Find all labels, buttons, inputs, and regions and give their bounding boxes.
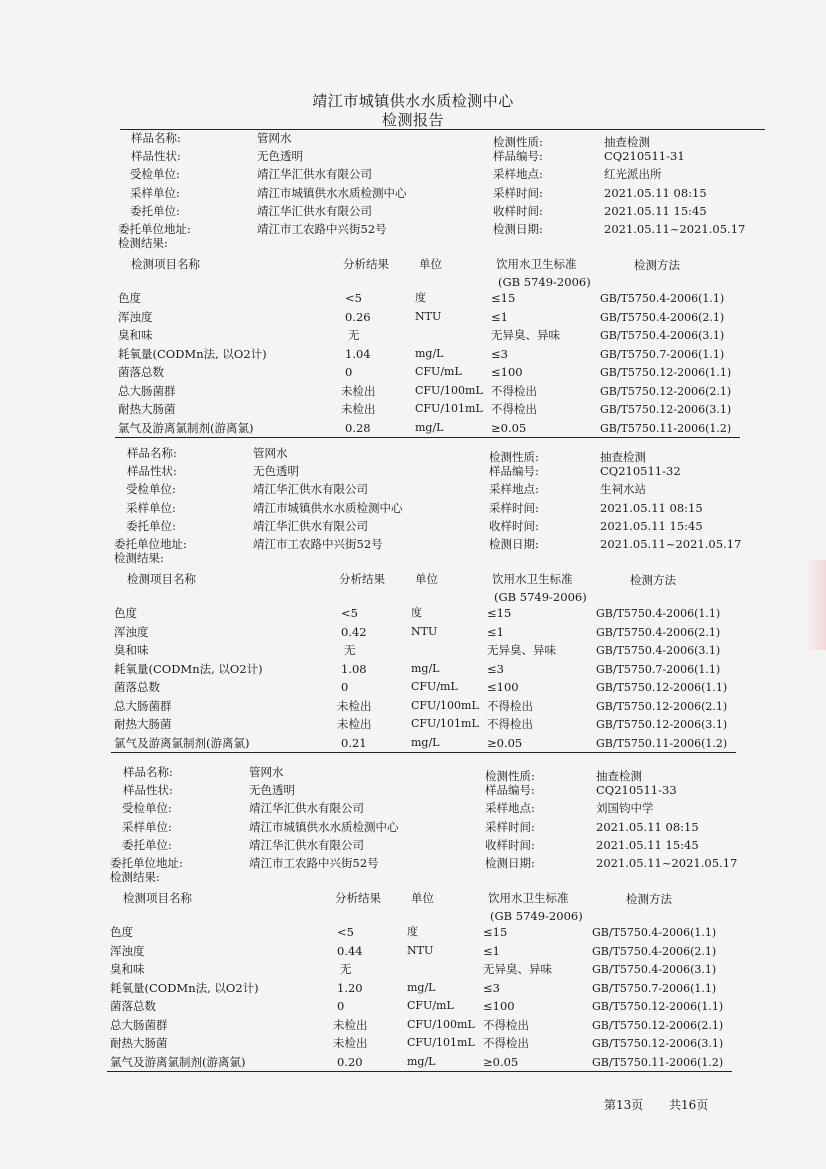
result-standard: 不得检出 xyxy=(491,383,537,398)
result-item-name: 菌落总数 xyxy=(114,680,160,694)
result-standard: 无异臭、异味 xyxy=(483,962,552,976)
field-label: 委托单位: xyxy=(126,518,176,533)
result-unit: NTU xyxy=(411,624,438,638)
column-header-result: 分析结果 xyxy=(339,572,385,586)
field-value: 2021.05.11 15:45 xyxy=(596,837,699,852)
field-label: 受检单位: xyxy=(122,801,172,816)
field-label: 采样单位: xyxy=(126,500,176,515)
result-unit: NTU xyxy=(415,309,442,323)
result-standard: 不得检出 xyxy=(487,717,533,731)
result-item-name: 耐热大肠菌 xyxy=(114,717,172,731)
result-standard: ≤3 xyxy=(487,661,504,676)
result-method: GB/T5750.12-2006(3.1) xyxy=(600,403,732,416)
result-standard: ≤1 xyxy=(483,943,500,958)
field-value: 靖江市城镇供水水质检测中心 xyxy=(249,819,399,834)
result-value: <5 xyxy=(337,925,354,939)
seal-fragment xyxy=(806,560,826,650)
result-unit: CFU/101mL xyxy=(411,717,479,730)
result-standard: ≤100 xyxy=(483,999,515,1013)
field-label: 采样时间: xyxy=(485,819,535,834)
field-label: 样品名称: xyxy=(131,131,181,145)
result-method: GB/T5750.12-2006(2.1) xyxy=(596,699,728,713)
result-unit: mg/L xyxy=(407,980,436,994)
result-standard: 无异臭、异味 xyxy=(491,328,560,342)
result-item-name: 浑浊度 xyxy=(114,624,149,639)
result-unit: mg/L xyxy=(411,735,440,749)
field-value: CQ210511-32 xyxy=(600,464,681,479)
field-value: 2021.05.11 08:15 xyxy=(596,819,699,834)
field-label: 采样地点: xyxy=(489,482,539,497)
section-divider xyxy=(115,437,740,438)
column-header-item: 检测项目名称 xyxy=(127,572,196,586)
result-standard: 不得检出 xyxy=(483,1036,529,1050)
result-standard: ≤3 xyxy=(491,346,508,361)
field-value: 刘国钧中学 xyxy=(596,801,654,816)
result-unit: CFU/101mL xyxy=(415,402,483,415)
field-value: 靖江华汇供水有限公司 xyxy=(253,518,368,533)
result-item-name: 耐热大肠菌 xyxy=(118,402,176,416)
field-value: 靖江华汇供水有限公司 xyxy=(249,801,364,816)
column-header-standard: 饮用水卫生标准 xyxy=(496,257,577,271)
result-item-name: 浑浊度 xyxy=(118,309,153,324)
section-divider xyxy=(111,752,736,753)
result-value: 未检出 xyxy=(337,717,372,731)
result-value: 0 xyxy=(337,999,345,1013)
result-item-name: 菌落总数 xyxy=(110,999,156,1013)
result-unit: CFU/100mL xyxy=(411,698,479,712)
result-item-name: 耐热大肠菌 xyxy=(110,1036,168,1050)
section-divider xyxy=(107,1071,732,1072)
column-header-method: 检测方法 xyxy=(626,892,672,906)
result-standard: ≤15 xyxy=(491,291,516,305)
result-value: 未检出 xyxy=(333,1036,368,1050)
result-value: 未检出 xyxy=(337,698,372,713)
result-standard: ≤15 xyxy=(487,606,512,620)
result-standard: ≥0.05 xyxy=(483,1054,519,1069)
column-header-standard: 饮用水卫生标准 xyxy=(492,572,573,586)
field-label: 样品性状: xyxy=(131,149,181,164)
field-value: 2021.05.11 15:45 xyxy=(604,203,707,218)
result-value: <5 xyxy=(341,606,358,620)
field-value: 红光派出所 xyxy=(604,167,662,182)
result-standard: ≤1 xyxy=(487,624,504,639)
field-value: 2021.05.11~2021.05.17 xyxy=(604,222,746,236)
result-method: GB/T5750.4-2006(3.1) xyxy=(596,644,721,657)
column-header-result: 分析结果 xyxy=(343,257,389,271)
field-label: 检测日期: xyxy=(489,537,539,551)
field-label: 检测日期: xyxy=(485,856,535,870)
column-header-unit: 单位 xyxy=(415,572,438,586)
result-method: GB/T5750.4-2006(1.1) xyxy=(600,292,725,305)
field-label: 样品性状: xyxy=(127,464,177,479)
title-rule xyxy=(120,129,765,130)
column-header-unit: 单位 xyxy=(419,257,442,271)
field-value: 无色透明 xyxy=(257,149,303,164)
field-label: 样品名称: xyxy=(123,765,173,779)
field-label: 样品编号: xyxy=(489,464,539,479)
field-value: 靖江华汇供水有限公司 xyxy=(253,482,368,497)
field-label: 收样时间: xyxy=(493,203,543,218)
result-item-name: 氯气及游离氯制剂(游离氯) xyxy=(118,420,254,435)
result-value: 0.28 xyxy=(345,420,371,435)
result-unit: mg/L xyxy=(415,420,444,434)
field-value: 2021.05.11 15:45 xyxy=(600,518,703,533)
field-label: 受检单位: xyxy=(126,482,176,497)
field-value: 无色透明 xyxy=(249,783,295,798)
result-value: 未检出 xyxy=(341,383,376,398)
field-label: 样品编号: xyxy=(485,783,535,798)
result-value: 0.44 xyxy=(337,943,363,958)
field-value: 靖江华汇供水有限公司 xyxy=(257,167,372,182)
result-item-name: 总大肠菌群 xyxy=(114,698,172,713)
field-label: 委托单位: xyxy=(130,203,180,218)
field-label: 样品名称: xyxy=(127,446,177,460)
result-method: GB/T5750.11-2006(1.2) xyxy=(592,1055,724,1069)
result-item-name: 臭和味 xyxy=(114,643,149,657)
result-standard: ≤3 xyxy=(483,980,500,995)
result-unit: CFU/mL xyxy=(407,999,454,1012)
field-value: 管网水 xyxy=(249,765,284,779)
sample-section xyxy=(0,765,818,1075)
result-item-name: 总大肠菌群 xyxy=(110,1017,168,1032)
sample-section xyxy=(0,446,822,756)
field-label: 检测性质: xyxy=(493,135,543,149)
result-method: GB/T5750.11-2006(1.2) xyxy=(596,736,728,750)
column-header-standard-code: (GB 5749-2006) xyxy=(498,275,591,289)
field-value: 生祠水站 xyxy=(600,482,646,497)
field-label: 检测性质: xyxy=(485,769,535,783)
field-label: 样品性状: xyxy=(123,783,173,798)
result-method: GB/T5750.7-2006(1.1) xyxy=(596,662,721,676)
result-method: GB/T5750.4-2006(1.1) xyxy=(592,926,717,939)
field-label: 采样单位: xyxy=(122,819,172,834)
field-value: 靖江市工农路中兴街52号 xyxy=(257,222,387,236)
field-value: CQ210511-31 xyxy=(604,149,685,164)
result-value: 0 xyxy=(345,365,353,379)
column-header-standard: 饮用水卫生标准 xyxy=(488,891,569,905)
result-standard: ≤100 xyxy=(491,365,523,379)
field-label: 采样地点: xyxy=(485,801,535,816)
result-standard: ≥0.05 xyxy=(491,420,527,435)
field-value: 抽查检测 xyxy=(600,450,646,464)
result-item-name: 臭和味 xyxy=(118,328,153,342)
result-unit: CFU/100mL xyxy=(407,1017,475,1031)
result-method: GB/T5750.12-2006(1.1) xyxy=(596,681,728,694)
field-value: 2021.05.11 08:15 xyxy=(604,185,707,200)
results-label: 检测结果: xyxy=(114,551,164,565)
report-subtitle: 检测报告 xyxy=(381,111,444,129)
result-unit: mg/L xyxy=(415,346,444,360)
field-label: 委托单位地址: xyxy=(110,856,183,870)
results-label: 检测结果: xyxy=(118,236,168,250)
field-value: CQ210511-33 xyxy=(596,783,677,798)
result-value: 无 xyxy=(340,962,352,976)
result-unit: CFU/100mL xyxy=(415,383,483,397)
result-item-name: 氯气及游离氯制剂(游离氯) xyxy=(114,735,250,750)
sample-section xyxy=(0,131,826,441)
result-item-name: 浑浊度 xyxy=(110,943,145,958)
result-item-name: 耗氧量(CODMn法, 以O2计) xyxy=(110,980,259,995)
result-item-name: 总大肠菌群 xyxy=(118,383,176,398)
result-method: GB/T5750.7-2006(1.1) xyxy=(600,347,725,361)
column-header-method: 检测方法 xyxy=(630,573,676,587)
result-standard: ≤1 xyxy=(491,309,508,324)
result-item-name: 菌落总数 xyxy=(118,365,164,379)
result-item-name: 氯气及游离氯制剂(游离氯) xyxy=(110,1054,246,1069)
result-value: 0.21 xyxy=(341,735,367,750)
result-unit: CFU/mL xyxy=(415,365,462,378)
field-label: 收样时间: xyxy=(489,518,539,533)
field-value: 抽查检测 xyxy=(604,135,650,149)
result-method: GB/T5750.12-2006(1.1) xyxy=(600,366,732,379)
field-value: 靖江华汇供水有限公司 xyxy=(249,837,364,852)
result-standard: 不得检出 xyxy=(491,402,537,416)
result-value: <5 xyxy=(345,291,362,305)
result-value: 1.20 xyxy=(337,980,363,995)
field-value: 2021.05.11 08:15 xyxy=(600,500,703,515)
field-label: 采样时间: xyxy=(489,500,539,515)
result-value: 未检出 xyxy=(341,402,376,416)
result-method: GB/T5750.4-2006(2.1) xyxy=(596,625,721,639)
result-standard: 不得检出 xyxy=(483,1017,529,1032)
result-value: 0 xyxy=(341,680,349,694)
field-label: 采样单位: xyxy=(130,185,180,200)
result-method: GB/T5750.7-2006(1.1) xyxy=(592,981,717,995)
result-standard: 无异臭、异味 xyxy=(487,643,556,657)
column-header-result: 分析结果 xyxy=(335,891,381,905)
result-method: GB/T5750.4-2006(3.1) xyxy=(592,963,717,976)
report-title: 靖江市城镇供水水质检测中心 xyxy=(312,92,514,110)
result-unit: NTU xyxy=(407,943,434,957)
results-label: 检测结果: xyxy=(110,870,160,884)
result-item-name: 耗氧量(CODMn法, 以O2计) xyxy=(114,661,263,676)
result-unit: CFU/101mL xyxy=(407,1036,475,1049)
column-header-method: 检测方法 xyxy=(634,258,680,272)
result-method: GB/T5750.4-2006(2.1) xyxy=(592,944,717,958)
field-value: 抽查检测 xyxy=(596,769,642,783)
result-value: 0.42 xyxy=(341,624,367,639)
result-value: 无 xyxy=(348,328,360,342)
field-value: 无色透明 xyxy=(253,464,299,479)
result-standard: 不得检出 xyxy=(487,698,533,713)
field-label: 采样时间: xyxy=(493,185,543,200)
field-label: 受检单位: xyxy=(130,167,180,182)
result-method: GB/T5750.12-2006(3.1) xyxy=(592,1037,724,1050)
field-value: 靖江市城镇供水水质检测中心 xyxy=(257,185,407,200)
field-label: 检测日期: xyxy=(493,222,543,236)
field-value: 靖江市工农路中兴街52号 xyxy=(253,537,383,551)
result-method: GB/T5750.4-2006(1.1) xyxy=(596,607,721,620)
result-standard: ≥0.05 xyxy=(487,735,523,750)
result-unit: mg/L xyxy=(411,661,440,675)
result-item-name: 色度 xyxy=(118,291,141,305)
column-header-unit: 单位 xyxy=(411,891,434,905)
result-unit: 度 xyxy=(411,606,422,619)
result-value: 0.26 xyxy=(345,309,371,324)
page-number: 第13页 xyxy=(604,1098,644,1112)
result-method: GB/T5750.4-2006(3.1) xyxy=(600,329,725,342)
column-header-standard-code: (GB 5749-2006) xyxy=(494,590,587,604)
field-value: 管网水 xyxy=(257,131,292,145)
result-method: GB/T5750.12-2006(2.1) xyxy=(600,384,732,398)
field-label: 样品编号: xyxy=(493,149,543,164)
result-unit: 度 xyxy=(407,925,418,938)
result-standard: ≤100 xyxy=(487,680,519,694)
field-value: 管网水 xyxy=(253,446,288,460)
result-unit: 度 xyxy=(415,291,426,304)
result-method: GB/T5750.12-2006(1.1) xyxy=(592,1000,724,1013)
result-item-name: 臭和味 xyxy=(110,962,145,976)
field-label: 收样时间: xyxy=(485,837,535,852)
field-value: 靖江市城镇供水水质检测中心 xyxy=(253,500,403,515)
result-item-name: 耗氧量(CODMn法, 以O2计) xyxy=(118,346,267,361)
field-value: 2021.05.11~2021.05.17 xyxy=(600,537,742,551)
field-value: 2021.05.11~2021.05.17 xyxy=(596,856,738,870)
result-value: 无 xyxy=(344,643,356,657)
field-label: 委托单位地址: xyxy=(114,537,187,551)
result-method: GB/T5750.12-2006(2.1) xyxy=(592,1018,724,1032)
field-value: 靖江市工农路中兴街52号 xyxy=(249,856,379,870)
field-value: 靖江华汇供水有限公司 xyxy=(257,203,372,218)
result-unit: mg/L xyxy=(407,1054,436,1068)
result-item-name: 色度 xyxy=(110,925,133,939)
result-value: 1.08 xyxy=(341,661,367,676)
result-unit: CFU/mL xyxy=(411,680,458,693)
result-value: 未检出 xyxy=(333,1017,368,1032)
result-standard: ≤15 xyxy=(483,925,508,939)
field-label: 采样地点: xyxy=(493,167,543,182)
result-value: 0.20 xyxy=(337,1054,363,1069)
field-label: 委托单位地址: xyxy=(118,222,191,236)
column-header-item: 检测项目名称 xyxy=(123,891,192,905)
result-method: GB/T5750.4-2006(2.1) xyxy=(600,310,725,324)
result-value: 1.04 xyxy=(345,346,371,361)
column-header-item: 检测项目名称 xyxy=(131,257,200,271)
result-item-name: 色度 xyxy=(114,606,137,620)
result-method: GB/T5750.11-2006(1.2) xyxy=(600,421,732,435)
page-total: 共16页 xyxy=(669,1098,709,1112)
field-label: 委托单位: xyxy=(122,837,172,852)
result-method: GB/T5750.12-2006(3.1) xyxy=(596,718,728,731)
field-label: 检测性质: xyxy=(489,450,539,464)
column-header-standard-code: (GB 5749-2006) xyxy=(490,909,583,923)
